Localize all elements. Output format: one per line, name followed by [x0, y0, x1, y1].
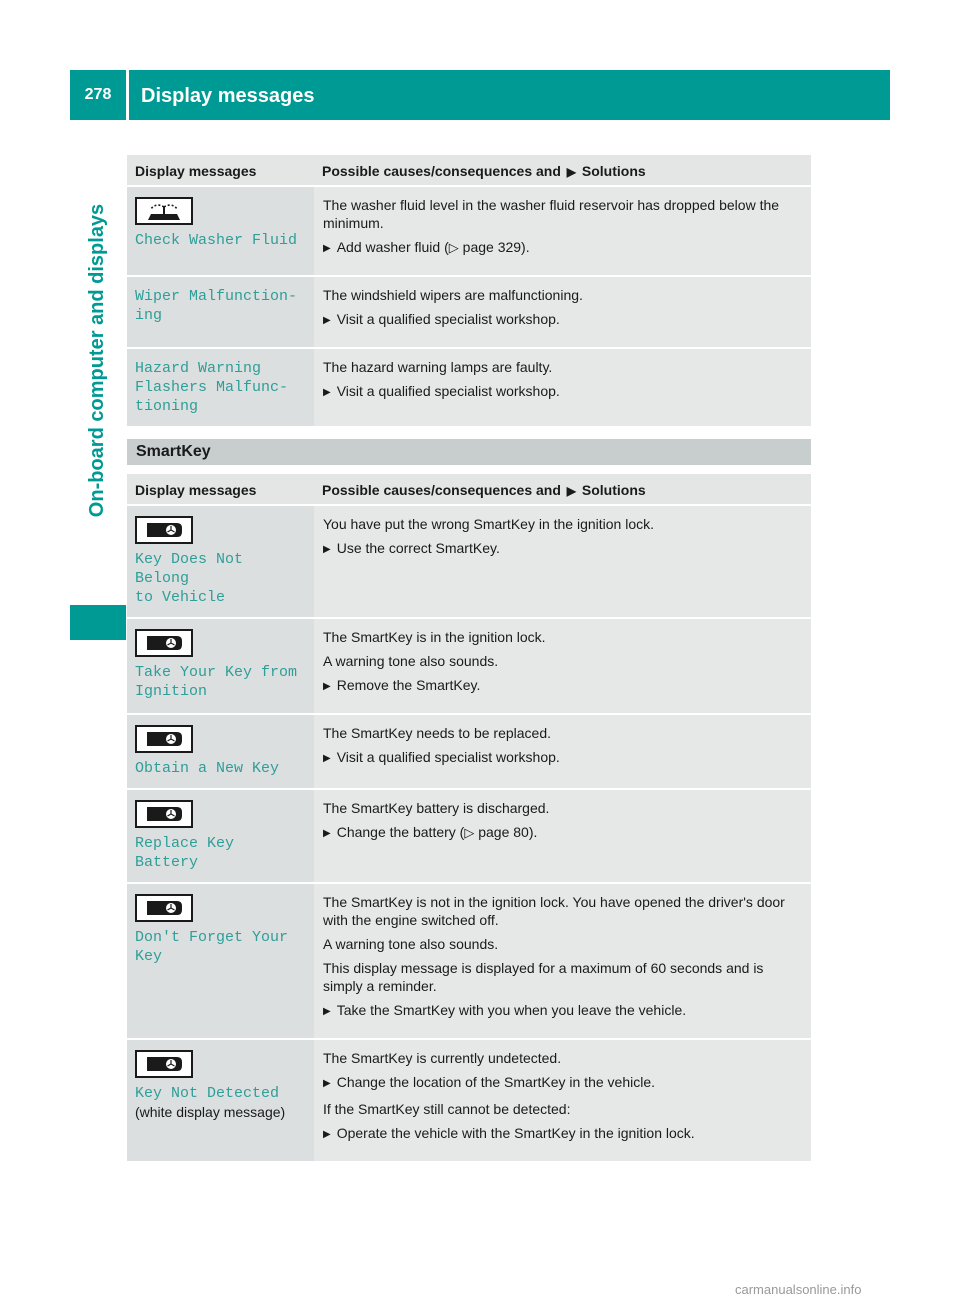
- solution-step: ▶︎ Take the SmartKey with you when you leave the vehicle.: [323, 1001, 803, 1022]
- cause-text: A warning tone also sounds.: [323, 936, 499, 952]
- table-row: [127, 789, 811, 883]
- message-text-line-1: Hazard Warning: [135, 360, 262, 377]
- causes-cell: [314, 883, 811, 1039]
- solution-step: ▶︎ Visit a qualified specialist workshop.: [323, 382, 803, 403]
- message-text-line-2: Flashers Malfunc‐: [135, 379, 289, 396]
- cause-text: The SmartKey is not in the ignition lock. You have opened the driver's door with the engine switched off.: [323, 894, 785, 928]
- page-ref-link[interactable]: page 80).: [474, 824, 538, 840]
- table-header-row: [127, 155, 811, 186]
- step-text: Change the battery (: [336, 824, 465, 840]
- message-text: Key Not Detected: [135, 1085, 280, 1102]
- message-cell: [127, 276, 314, 348]
- smartkey-icon: [135, 894, 193, 922]
- solution-step: ▶︎ Use the correct SmartKey.: [323, 539, 803, 560]
- page-ref-icon: ▷: [464, 825, 475, 840]
- cause-text: The hazard warning lamps are faulty.: [323, 359, 553, 375]
- message-text-line-3: tioning: [135, 398, 199, 415]
- message-note: (white display message): [135, 1104, 286, 1120]
- col-header-causes: [314, 474, 811, 505]
- section-title-smartkey: SmartKey: [127, 439, 811, 465]
- table-row: [127, 618, 811, 714]
- cause-text: The washer fluid level in the washer fluid reservoir has dropped below the minimum.: [323, 197, 780, 231]
- solution-step: ▶︎ Remove the SmartKey.: [323, 676, 803, 697]
- message-text-line-1: Wiper Malfunction‐: [135, 288, 298, 305]
- page-number: 278: [84, 86, 112, 103]
- message-text-line-1: Key Does Not Belong: [135, 551, 244, 587]
- table-row: [127, 276, 811, 348]
- smartkey-icon: [135, 1050, 193, 1078]
- message-cell: [127, 186, 314, 276]
- page-ref-icon: ▷: [448, 240, 459, 255]
- page-ref-link[interactable]: page 329).: [458, 239, 530, 255]
- message-text-line-1: Take Your Key from: [135, 664, 298, 681]
- message-cell: [127, 789, 314, 883]
- solution-step: ▶︎ Visit a qualified specialist workshop.: [323, 748, 803, 769]
- smartkey-icon: [135, 629, 193, 657]
- causes-cell: [314, 505, 811, 618]
- message-text-line-2: Key: [135, 948, 163, 965]
- message-text-line-1: Don't Forget Your: [135, 929, 289, 946]
- message-cell: [127, 883, 314, 1039]
- header-divider: [126, 70, 129, 120]
- cause-text: You have put the wrong SmartKey in the ignition lock.: [323, 516, 655, 532]
- message-text: Obtain a New Key: [135, 760, 280, 777]
- watermark: carmanualsonline.info: [735, 1282, 862, 1297]
- page-title: Display messages: [141, 85, 315, 107]
- cause-text: If the SmartKey still cannot be detected:: [323, 1101, 571, 1117]
- display-messages-table-1: [127, 155, 811, 426]
- display-messages-table-2: [127, 474, 811, 1161]
- col-header-causes-text: Possible causes/consequences and: [322, 482, 561, 498]
- message-text: Replace Key Battery: [135, 835, 235, 871]
- causes-cell: [314, 1039, 811, 1161]
- causes-cell: [314, 186, 811, 276]
- cause-text: A warning tone also sounds.: [323, 653, 499, 669]
- cause-text: The SmartKey is in the ignition lock.: [323, 629, 546, 645]
- table-row: [127, 505, 811, 618]
- table-row: [127, 714, 811, 789]
- cause-text: The SmartKey is currently undetected.: [323, 1050, 562, 1066]
- solution-step: ▶︎ Change the location of the SmartKey in the vehicle.: [323, 1073, 803, 1094]
- side-tab-block: [70, 605, 126, 640]
- solutions-arrow-icon: ▶: [566, 165, 577, 179]
- message-text-line-2: ing: [135, 307, 163, 324]
- causes-cell: [314, 348, 811, 426]
- smartkey-icon: [135, 516, 193, 544]
- col-header-messages: Display messages: [127, 474, 314, 505]
- table-row: [127, 1039, 811, 1161]
- message-cell: [127, 505, 314, 618]
- col-header-causes-text: Possible causes/consequences and: [322, 163, 561, 179]
- solutions-arrow-icon: ▶: [566, 484, 577, 498]
- message-cell: [127, 714, 314, 789]
- solution-step: [323, 823, 803, 844]
- message-cell: [127, 1039, 314, 1161]
- message-cell: [127, 618, 314, 714]
- cause-text: This display message is displayed for a maximum of 60 seconds and is simply a reminder.: [323, 960, 764, 994]
- col-header-solutions-text: Solutions: [581, 163, 646, 179]
- col-header-causes: [314, 155, 811, 186]
- cause-text: The SmartKey needs to be replaced.: [323, 725, 552, 741]
- message-text-line-2: Ignition: [135, 683, 208, 700]
- solution-step: [323, 238, 803, 259]
- smartkey-icon: [135, 800, 193, 828]
- washer-fluid-icon: [135, 197, 193, 225]
- causes-cell: [314, 789, 811, 883]
- table-row: [127, 883, 811, 1039]
- solution-step: ▶︎ Visit a qualified specialist workshop.: [323, 310, 803, 331]
- side-chapter-text: On-board computer and displays: [86, 203, 109, 517]
- step-text: Add washer fluid (: [336, 239, 449, 255]
- causes-cell: [314, 714, 811, 789]
- table-row: [127, 348, 811, 426]
- smartkey-icon: [135, 725, 193, 753]
- cause-text: The SmartKey battery is discharged.: [323, 800, 550, 816]
- side-chapter-label: [70, 120, 126, 600]
- col-header-solutions-text: Solutions: [581, 482, 646, 498]
- causes-cell: [314, 618, 811, 714]
- cause-text: The windshield wipers are malfunctioning.: [323, 287, 583, 303]
- message-text: Check Washer Fluid: [135, 232, 298, 249]
- message-text-line-2: to Vehicle: [135, 589, 226, 606]
- solution-step: ▶︎ Operate the vehicle with the SmartKey in the ignition lock.: [323, 1124, 803, 1145]
- table-row: [127, 186, 811, 276]
- message-cell: [127, 348, 314, 426]
- table-header-row: [127, 474, 811, 505]
- col-header-messages: Display messages: [127, 155, 314, 186]
- causes-cell: [314, 276, 811, 348]
